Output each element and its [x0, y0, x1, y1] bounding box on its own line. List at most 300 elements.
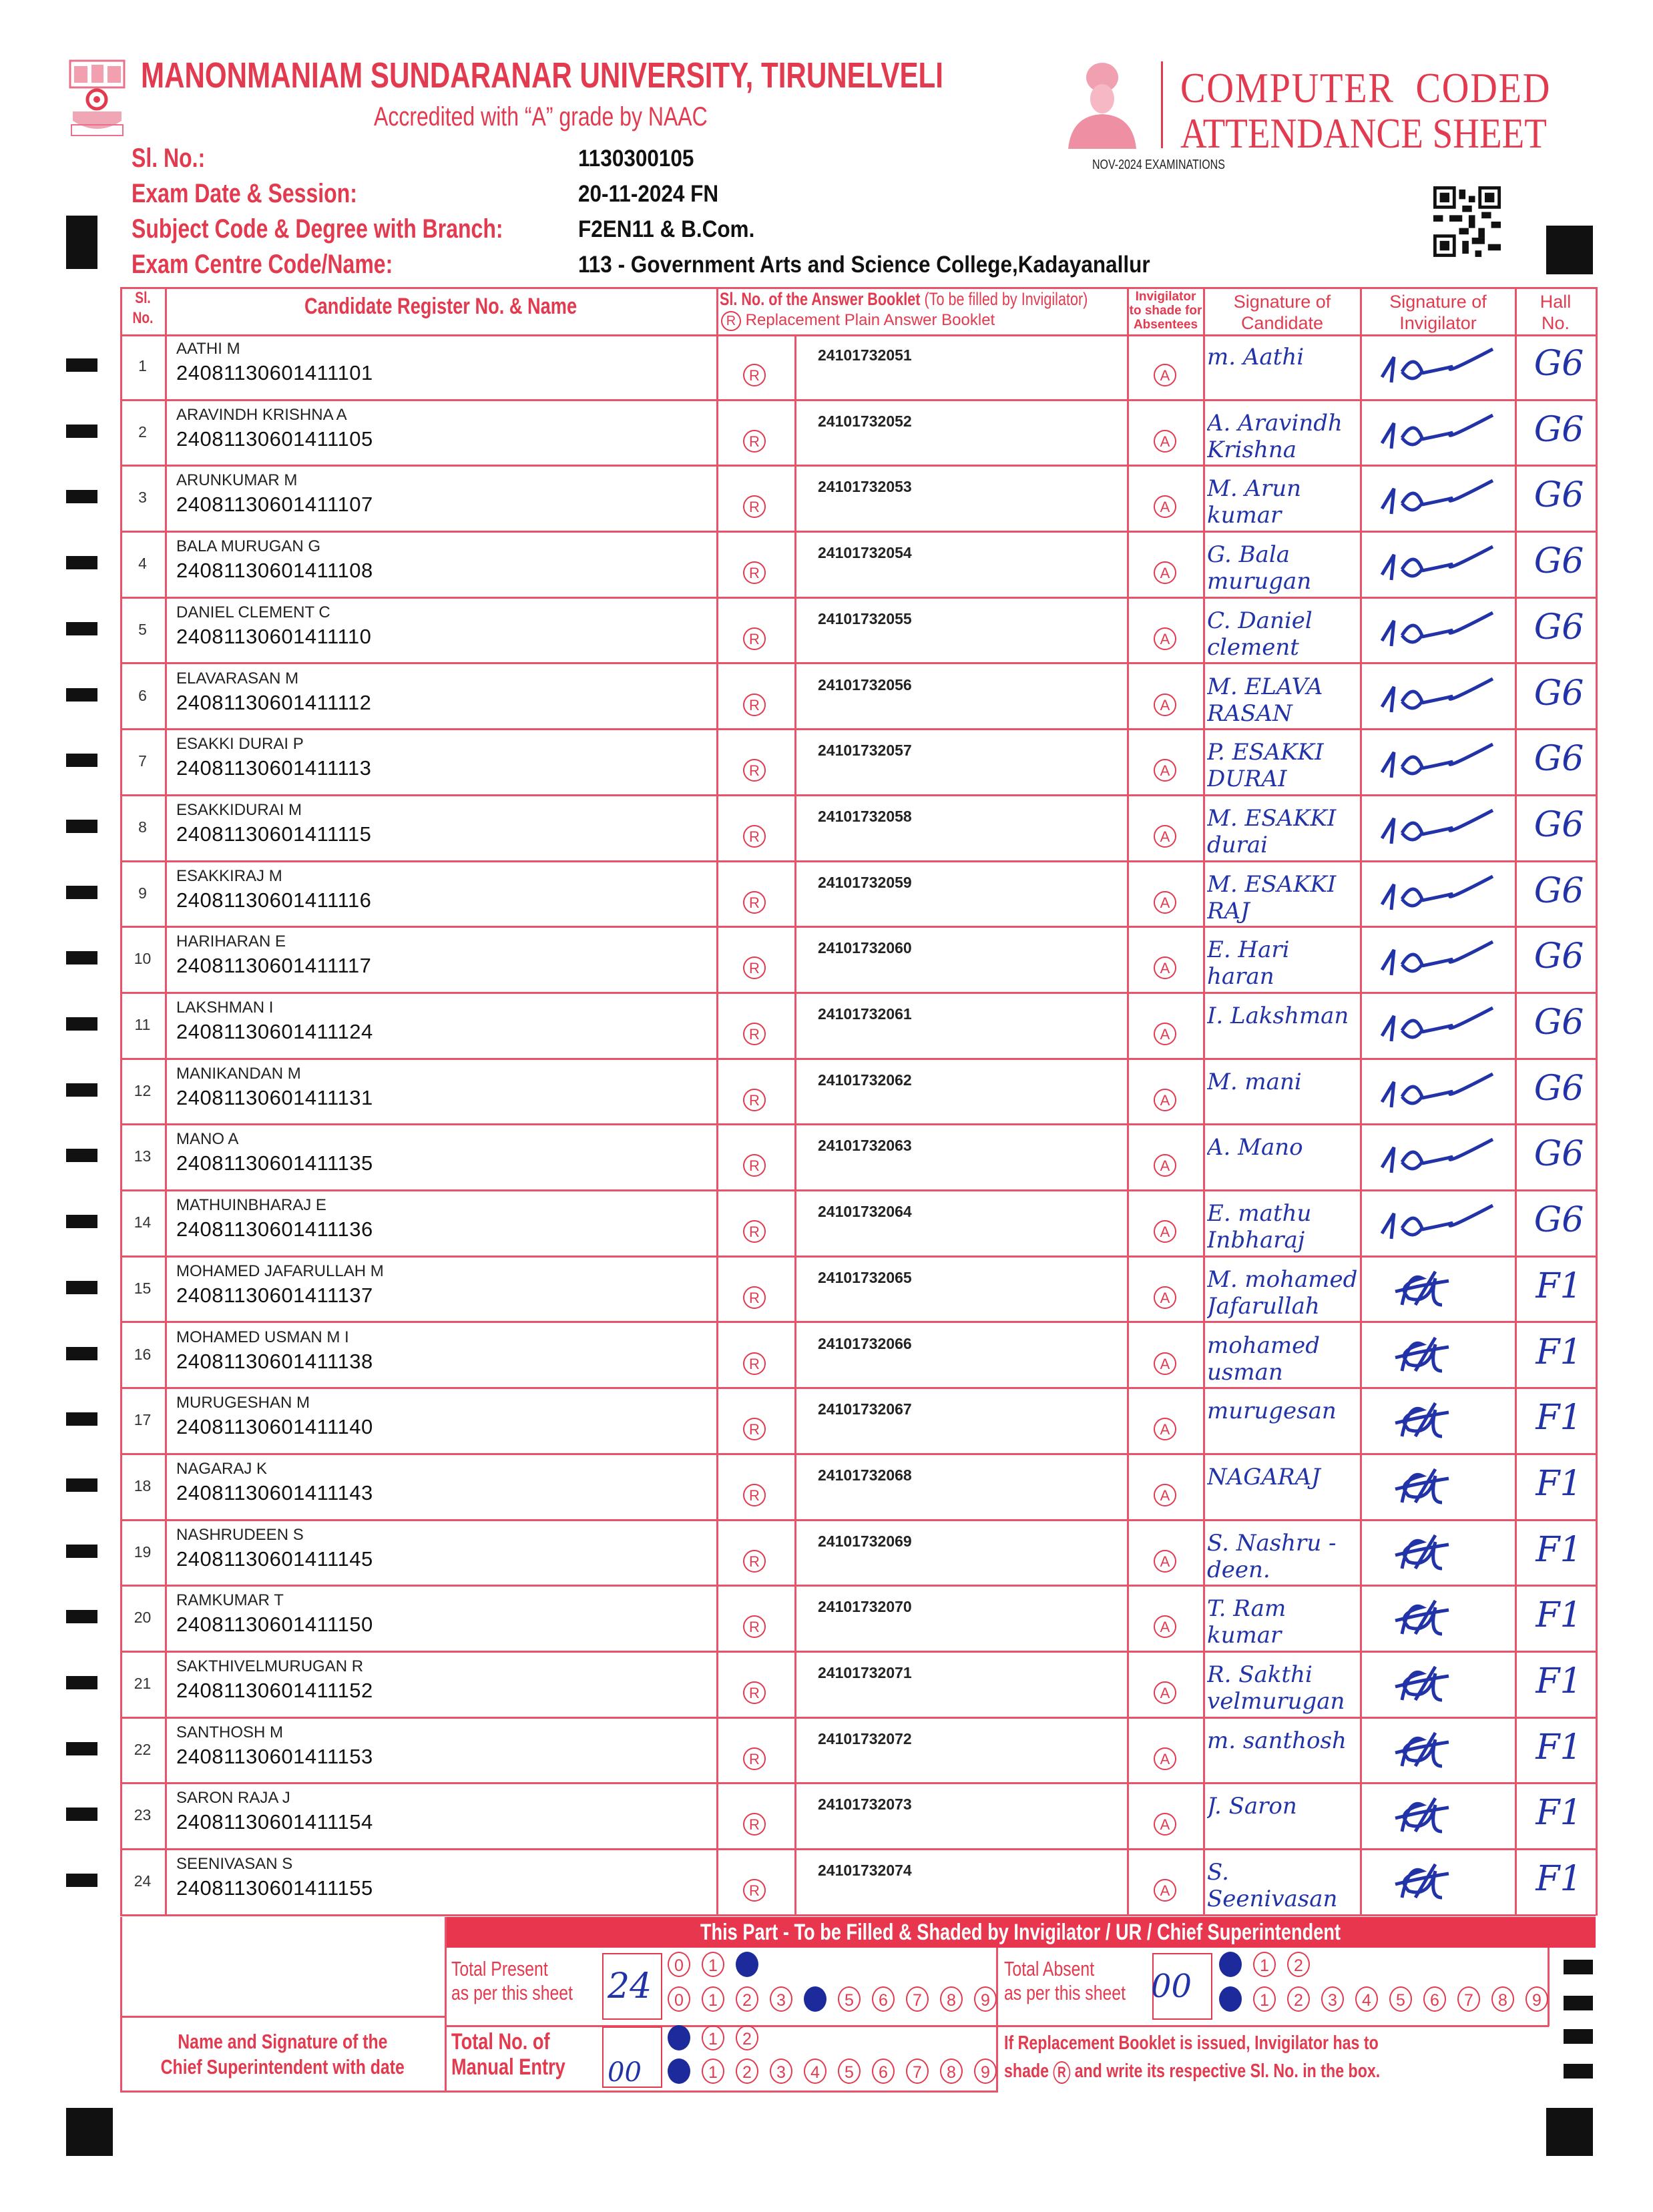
- candidate-signature: A. Aravindh Krishna: [1207, 409, 1343, 463]
- digit-bubble[interactable]: 0: [668, 1952, 690, 1977]
- digit-bubble[interactable]: 2: [736, 2025, 758, 2050]
- footer-banner-text: This Part - To be Filled & Shaded by Invigilator / UR / Chief Superintendent: [700, 1920, 1341, 1945]
- table-row: [120, 1191, 1596, 1257]
- candidate-signature: m. santhosh: [1207, 1727, 1347, 1754]
- digit-bubble[interactable]: 7: [1457, 1986, 1480, 2012]
- footer-banner: [445, 1917, 1596, 1948]
- replacement-bubble[interactable]: R: [743, 1615, 766, 1638]
- replacement-bubble[interactable]: R: [743, 627, 766, 650]
- digit-bubble[interactable]: 3: [770, 1986, 792, 2012]
- candidate-signature: S. Nashru -deen.: [1207, 1529, 1337, 1583]
- replacement-bubble[interactable]: R: [743, 694, 766, 716]
- replacement-bubble[interactable]: R: [743, 759, 766, 782]
- digit-bubble[interactable]: 1: [702, 2025, 724, 2050]
- absentee-bubble[interactable]: A: [1154, 1747, 1176, 1770]
- timing-mark: [66, 490, 97, 503]
- table-row: [120, 993, 1596, 1059]
- absentee-bubble[interactable]: A: [1154, 1681, 1176, 1704]
- timing-mark: [66, 216, 97, 269]
- invigilator-signature: [1375, 1858, 1502, 1908]
- absent-written-value: 00: [1151, 1968, 1192, 2005]
- booklet-number: 24101732074: [818, 1862, 912, 1880]
- candidate-name: SEENIVASAN S: [176, 1855, 293, 1874]
- hall-number: G6: [1533, 1068, 1584, 1109]
- absentee-bubble[interactable]: A: [1154, 1484, 1176, 1506]
- digit-bubble[interactable]: 9: [974, 1986, 997, 2012]
- digit-bubble[interactable]: 9: [1525, 1986, 1548, 2012]
- replacement-bubble[interactable]: R: [743, 1023, 766, 1045]
- absentee-bubble[interactable]: A: [1154, 1023, 1176, 1045]
- register-number: 24081130601411143: [176, 1480, 373, 1504]
- row-sl-no: 1: [138, 357, 147, 374]
- invigilator-signature: [1375, 1660, 1502, 1711]
- timing-mark: [66, 1676, 97, 1689]
- hall-number: F1: [1536, 1793, 1582, 1834]
- candidate-name: SARON RAJA J: [176, 1789, 290, 1808]
- candidate-name: HARIHARAN E: [176, 932, 286, 951]
- timing-mark: [66, 1874, 97, 1887]
- digit-bubble[interactable]: 8: [1491, 1986, 1514, 2012]
- hall-number: F1: [1536, 1266, 1582, 1306]
- replacement-bubble[interactable]: R: [743, 1154, 766, 1177]
- table-row: [120, 664, 1596, 730]
- row-sl-no: 22: [134, 1740, 152, 1758]
- absentee-bubble[interactable]: A: [1154, 1220, 1176, 1243]
- row-sl-no: 2: [138, 423, 147, 441]
- candidate-signature: NAGARAJ: [1207, 1463, 1321, 1490]
- table-column-divider: [1596, 287, 1598, 1916]
- info-label: Exam Date & Session:: [132, 179, 357, 208]
- present-written-value: 24: [608, 1966, 652, 2006]
- info-value: 20-11-2024 FN: [578, 181, 719, 207]
- info-value: 113 - Government Arts and Science College,Kadayanallur: [578, 252, 1150, 278]
- col-header-absentees: Invigilator to shade for Absentees: [1129, 290, 1202, 332]
- booklet-number: 24101732062: [818, 1071, 912, 1089]
- register-number: 24081130601411107: [176, 493, 373, 517]
- col-header-candidate: Candidate Register No. & Name: [304, 294, 577, 319]
- register-number: 24081130601411155: [176, 1876, 373, 1900]
- digit-bubble[interactable]: 6: [1423, 1986, 1446, 2012]
- invigilator-signature: [1375, 540, 1502, 591]
- candidate-name: ARUNKUMAR M: [176, 471, 298, 490]
- digit-bubble[interactable]: 6: [872, 1986, 895, 2012]
- row-sl-no: 14: [134, 1213, 152, 1231]
- booklet-number: 24101732067: [818, 1400, 912, 1418]
- row-sl-no: 15: [134, 1279, 152, 1297]
- candidate-name: DANIEL CLEMENT C: [176, 603, 330, 621]
- r-symbol-icon: R: [721, 311, 741, 331]
- absentee-bubble[interactable]: A: [1154, 1089, 1176, 1111]
- absentee-bubble[interactable]: A: [1154, 1813, 1176, 1836]
- booklet-number: 24101732059: [818, 873, 912, 891]
- row-sl-no: 23: [134, 1806, 152, 1824]
- booklet-number: 24101732065: [818, 1268, 912, 1286]
- invigilator-signature: [1375, 606, 1502, 657]
- replacement-bubble[interactable]: R: [743, 891, 766, 914]
- absent-label: Total Absent: [1004, 1957, 1095, 1980]
- timing-mark: [66, 425, 97, 438]
- candidate-name: RAMKUMAR T: [176, 1591, 284, 1610]
- chief-superintendent-label: Name and Signature of the: [177, 2030, 388, 2053]
- candidate-signature: J. Saron: [1207, 1793, 1297, 1820]
- absentee-bubble[interactable]: A: [1154, 627, 1176, 650]
- replacement-bubble[interactable]: R: [743, 1550, 766, 1573]
- candidate-signature: I. Lakshman: [1207, 1003, 1349, 1029]
- digit-bubble[interactable]: 6: [872, 2058, 895, 2084]
- table-row: [120, 1718, 1596, 1784]
- hall-number: F1: [1536, 1463, 1582, 1504]
- register-number: 24081130601411154: [176, 1810, 373, 1834]
- absentee-bubble[interactable]: A: [1154, 1154, 1176, 1177]
- hall-number: G6: [1533, 673, 1584, 714]
- row-sl-no: 13: [134, 1147, 152, 1165]
- replacement-bubble[interactable]: R: [743, 1220, 766, 1243]
- table-row: [120, 1059, 1596, 1125]
- booklet-number: 24101732051: [818, 346, 912, 364]
- timing-mark: [66, 1281, 97, 1294]
- absentee-bubble[interactable]: A: [1154, 1286, 1176, 1309]
- table-row: [120, 1125, 1596, 1191]
- row-sl-no: 18: [134, 1476, 152, 1494]
- replacement-bubble[interactable]: R: [743, 1089, 766, 1111]
- candidate-signature: murugesan: [1207, 1398, 1337, 1425]
- row-sl-no: 12: [134, 1081, 152, 1099]
- replacement-bubble[interactable]: R: [743, 1286, 766, 1309]
- booklet-number: 24101732068: [818, 1466, 912, 1484]
- register-number: 24081130601411116: [176, 888, 372, 912]
- timing-mark: [66, 1478, 97, 1492]
- hall-number: G6: [1533, 409, 1584, 450]
- hall-number: F1: [1536, 1661, 1582, 1701]
- candidate-name: MOHAMED JAFARULLAH M: [176, 1262, 384, 1280]
- register-number: 24081130601411105: [176, 427, 373, 451]
- row-sl-no: 16: [134, 1345, 152, 1363]
- register-number: 24081130601411152: [176, 1679, 373, 1702]
- register-number: 24081130601411115: [176, 822, 372, 846]
- info-value: F2EN11 & B.Com.: [578, 216, 755, 242]
- invigilator-signature: [1375, 1594, 1502, 1645]
- chief-superintendent-label-2: Chief Superintendent with date: [160, 2055, 405, 2079]
- digit-bubble[interactable]: 5: [1389, 1986, 1412, 2012]
- booklet-number: 24101732072: [818, 1729, 912, 1747]
- candidate-signature: M. mohamed Jafarullah: [1207, 1266, 1358, 1320]
- replacement-bubble[interactable]: R: [743, 956, 766, 979]
- booklet-number: 24101732057: [818, 742, 912, 760]
- invigilator-signature: [1375, 1001, 1502, 1052]
- candidate-signature: E. Hari haran: [1207, 936, 1290, 991]
- hall-number: G6: [1533, 936, 1584, 977]
- timing-mark: [66, 1545, 97, 1558]
- info-value: 1130300105: [578, 146, 694, 172]
- absentee-bubble[interactable]: A: [1154, 956, 1176, 979]
- candidate-signature: P. ESAKKI DURAI: [1207, 739, 1324, 793]
- timing-mark: [66, 1742, 97, 1755]
- row-sl-no: 3: [138, 489, 147, 507]
- col-header-replacement: Replacement Plain Answer Booklet: [745, 311, 995, 329]
- timing-mark: [66, 1808, 97, 1821]
- replacement-bubble[interactable]: R: [743, 561, 766, 584]
- digit-bubble[interactable]: 1: [1253, 1952, 1276, 1977]
- hall-number: G6: [1533, 1134, 1584, 1175]
- present-written-box[interactable]: [602, 1953, 662, 2020]
- digit-bubble[interactable]: 0: [668, 1986, 690, 2012]
- replacement-bubble[interactable]: R: [743, 825, 766, 848]
- candidate-signature: T. Ram kumar: [1207, 1595, 1286, 1649]
- accreditation: Accredited with “A” grade by NAAC: [374, 102, 708, 131]
- timing-mark: [66, 951, 97, 964]
- absentee-bubble[interactable]: A: [1154, 1550, 1176, 1573]
- replacement-bubble[interactable]: R: [743, 1484, 766, 1506]
- replacement-bubble[interactable]: R: [743, 1681, 766, 1704]
- booklet-number: 24101732055: [818, 609, 912, 627]
- hall-number: F1: [1536, 1398, 1582, 1438]
- invigilator-signature: [1375, 342, 1502, 393]
- digit-bubble[interactable]: 3: [1321, 1986, 1344, 2012]
- timing-mark: [66, 1017, 97, 1031]
- timing-mark: [66, 1412, 97, 1426]
- timing-mark: [1564, 1960, 1593, 1974]
- manual-written-value: 00: [608, 2057, 642, 2088]
- timing-mark: [66, 754, 97, 767]
- candidate-signature: m. Aathi: [1207, 344, 1305, 370]
- absentee-bubble[interactable]: A: [1154, 1615, 1176, 1638]
- absentee-bubble[interactable]: A: [1154, 759, 1176, 782]
- candidate-name: ESAKKIDURAI M: [176, 800, 302, 819]
- digit-bubble[interactable]: 2: [736, 2058, 758, 2084]
- timing-mark: [66, 886, 97, 899]
- hall-number: G6: [1533, 1200, 1584, 1241]
- timing-mark: [1546, 2108, 1593, 2156]
- timing-mark: [1564, 2029, 1593, 2044]
- info-label: Sl. No.:: [132, 144, 206, 173]
- manual-written-box[interactable]: [602, 2026, 662, 2088]
- hall-number: G6: [1533, 541, 1584, 582]
- info-label: Subject Code & Degree with Branch:: [132, 214, 503, 244]
- candidate-name: ESAKKI DURAI P: [176, 735, 304, 754]
- invigilator-signature: [1375, 672, 1502, 723]
- candidate-name: MURUGESHAN M: [176, 1394, 310, 1412]
- candidate-name: LAKSHMAN I: [176, 999, 274, 1017]
- header-divider: [1161, 61, 1163, 148]
- absentee-bubble[interactable]: A: [1154, 364, 1176, 386]
- manual-entry-label-2: Manual Entry: [451, 2054, 565, 2080]
- absent-written-box[interactable]: [1152, 1953, 1212, 2020]
- invigilator-signature: [1375, 1331, 1502, 1382]
- timing-mark: [1564, 2064, 1593, 2079]
- table-row: [120, 862, 1596, 928]
- booklet-number: 24101732071: [818, 1664, 912, 1681]
- hall-number: F1: [1536, 1727, 1582, 1767]
- replacement-bubble[interactable]: R: [743, 1747, 766, 1770]
- absentee-bubble[interactable]: A: [1154, 1879, 1176, 1902]
- booklet-number: 24101732056: [818, 675, 912, 694]
- digit-bubble[interactable]: 0: [668, 2058, 690, 2084]
- replacement-bubble[interactable]: R: [743, 364, 766, 386]
- candidate-signature: G. Bala murugan: [1207, 541, 1312, 595]
- booklet-number: 24101732058: [818, 807, 912, 825]
- replacement-bubble[interactable]: R: [743, 495, 766, 518]
- table-row: [120, 927, 1596, 993]
- candidate-signature: A. Mano: [1207, 1134, 1303, 1161]
- booklet-number: 24101732070: [818, 1598, 912, 1616]
- row-sl-no: 5: [138, 620, 147, 638]
- timing-mark: [66, 1083, 97, 1097]
- digit-bubble[interactable]: 4: [804, 1986, 826, 2012]
- table-row: [120, 532, 1596, 598]
- present-label: Total Present: [451, 1957, 548, 1980]
- row-sl-no: 24: [134, 1872, 152, 1890]
- col-header-sig-candidate: Signature of Candidate: [1233, 292, 1331, 333]
- digit-bubble[interactable]: 2: [1287, 1986, 1310, 2012]
- timing-mark: [66, 2108, 113, 2156]
- booklet-number: 24101732053: [818, 478, 912, 496]
- replacement-bubble[interactable]: R: [743, 1352, 766, 1375]
- absentee-bubble[interactable]: A: [1154, 825, 1176, 848]
- digit-bubble[interactable]: 2: [1287, 1952, 1310, 1977]
- digit-bubble[interactable]: 5: [838, 2058, 861, 2084]
- table-row: [120, 1388, 1596, 1454]
- candidate-signature: M. ESAKKI RAJ: [1207, 870, 1337, 924]
- hall-number: F1: [1536, 1595, 1582, 1636]
- digit-bubble[interactable]: 1: [702, 1986, 724, 2012]
- invigilator-signature: [1375, 1529, 1502, 1579]
- register-number: 24081130601411108: [176, 559, 373, 583]
- digit-bubble[interactable]: 8: [940, 1986, 963, 2012]
- replacement-bubble[interactable]: R: [743, 1879, 766, 1902]
- table-row: [120, 1323, 1596, 1389]
- invigilator-signature: [1375, 1133, 1502, 1183]
- timing-mark: [66, 820, 97, 833]
- digit-bubble[interactable]: 0: [1219, 1986, 1242, 2012]
- col-header-sl-no: Sl. No.: [132, 289, 153, 327]
- register-number: 24081130601411145: [176, 1547, 373, 1571]
- digit-bubble[interactable]: 9: [974, 2058, 997, 2084]
- digit-bubble[interactable]: 4: [1355, 1986, 1378, 2012]
- hall-number: G6: [1533, 870, 1584, 911]
- timing-mark: [66, 622, 97, 635]
- register-number: 24081130601411135: [176, 1151, 373, 1175]
- candidate-signature: R. Sakthi velmurugan: [1207, 1661, 1345, 1715]
- table-row: [120, 1454, 1596, 1520]
- timing-mark: [66, 556, 97, 569]
- digit-bubble[interactable]: 2: [736, 1952, 758, 1977]
- register-number: 24081130601411137: [176, 1283, 373, 1307]
- digit-bubble[interactable]: 2: [736, 1986, 758, 2012]
- candidate-name: SAKTHIVELMURUGAN R: [176, 1657, 364, 1675]
- digit-bubble[interactable]: 5: [838, 1986, 861, 2012]
- replacement-bubble[interactable]: R: [743, 430, 766, 453]
- candidate-name: MANIKANDAN M: [176, 1064, 301, 1083]
- digit-bubble[interactable]: 7: [906, 1986, 929, 2012]
- replacement-note-2b: and write its respective Sl. No. in the box.: [1074, 2060, 1381, 2082]
- university-logo: [67, 59, 127, 138]
- row-sl-no: 4: [138, 555, 147, 573]
- replacement-bubble[interactable]: R: [743, 1418, 766, 1440]
- candidate-signature: M. mani: [1207, 1068, 1302, 1095]
- register-number: 24081130601411117: [176, 954, 372, 978]
- absentee-bubble[interactable]: A: [1154, 1418, 1176, 1440]
- digit-bubble[interactable]: 1: [702, 2058, 724, 2084]
- table-row: [120, 796, 1596, 862]
- booklet-number: 24101732066: [818, 1334, 912, 1352]
- absentee-bubble[interactable]: A: [1154, 561, 1176, 584]
- table-row: [120, 730, 1596, 796]
- timing-mark: [66, 1347, 97, 1360]
- table-row: [120, 466, 1596, 532]
- row-sl-no: 21: [134, 1675, 152, 1692]
- digit-bubble[interactable]: 1: [1253, 1986, 1276, 2012]
- row-sl-no: 19: [134, 1543, 152, 1561]
- absentee-bubble[interactable]: A: [1154, 891, 1176, 914]
- hall-number: F1: [1536, 1332, 1582, 1372]
- qr-code: [1433, 186, 1501, 257]
- absentee-bubble[interactable]: A: [1154, 1352, 1176, 1375]
- invigilator-signature: [1375, 474, 1502, 525]
- register-number: 24081130601411112: [176, 690, 372, 714]
- digit-bubble[interactable]: 7: [906, 2058, 929, 2084]
- digit-bubble[interactable]: 8: [940, 2058, 963, 2084]
- register-number: 24081130601411140: [176, 1415, 373, 1439]
- timing-mark: [66, 1610, 97, 1623]
- candidate-signature: C. Daniel clement: [1207, 607, 1313, 661]
- timing-mark: [66, 688, 97, 702]
- register-number: 24081130601411124: [176, 1020, 373, 1043]
- sheet-title-line1: COMPUTER CODED: [1180, 64, 1552, 111]
- booklet-number: 24101732060: [818, 939, 912, 957]
- candidate-name: ELAVARASAN M: [176, 669, 299, 687]
- row-sl-no: 6: [138, 686, 147, 704]
- table-row: [120, 400, 1596, 467]
- table-row: [120, 598, 1596, 664]
- hall-number: F1: [1536, 1859, 1582, 1900]
- timing-mark: [66, 358, 97, 372]
- table-row: [120, 334, 1596, 400]
- sheet-title-line2: ATTENDANCE SHEET: [1180, 109, 1547, 157]
- replacement-bubble[interactable]: R: [743, 1813, 766, 1836]
- table-row: [120, 1586, 1596, 1652]
- booklet-number: 24101732069: [818, 1532, 912, 1550]
- candidate-signature: mohamed usman: [1207, 1332, 1321, 1386]
- row-sl-no: 9: [138, 884, 147, 902]
- absentee-bubble[interactable]: A: [1154, 495, 1176, 518]
- absentee-bubble[interactable]: A: [1154, 430, 1176, 453]
- invigilator-signature: [1375, 1791, 1502, 1842]
- timing-mark: [66, 1149, 97, 1162]
- invigilator-signature: [1375, 870, 1502, 920]
- examinations-label: NOV-2024 EXAMINATIONS: [1092, 158, 1225, 172]
- row-sl-no: 7: [138, 752, 147, 770]
- invigilator-signature: [1375, 1726, 1502, 1777]
- table-row: [120, 1520, 1596, 1587]
- candidate-name: BALA MURUGAN G: [176, 537, 321, 556]
- booklet-number: 24101732054: [818, 544, 912, 562]
- candidate-name: ESAKKIRAJ M: [176, 866, 282, 885]
- row-sl-no: 17: [134, 1411, 152, 1429]
- register-number: 24081130601411138: [176, 1349, 373, 1373]
- digit-bubble[interactable]: 4: [804, 2058, 826, 2084]
- absentee-bubble[interactable]: A: [1154, 694, 1176, 716]
- table-row: [120, 1652, 1596, 1718]
- digit-bubble[interactable]: 0: [668, 2025, 690, 2050]
- table-row: [120, 1850, 1596, 1916]
- table-row: [120, 1783, 1596, 1850]
- hall-number: G6: [1533, 804, 1584, 845]
- timing-mark: [1564, 1996, 1593, 2010]
- digit-bubble[interactable]: 1: [702, 1952, 724, 1977]
- digit-bubble[interactable]: 3: [770, 2058, 792, 2084]
- digit-bubble[interactable]: 0: [1219, 1952, 1242, 1977]
- booklet-number: 24101732063: [818, 1137, 912, 1155]
